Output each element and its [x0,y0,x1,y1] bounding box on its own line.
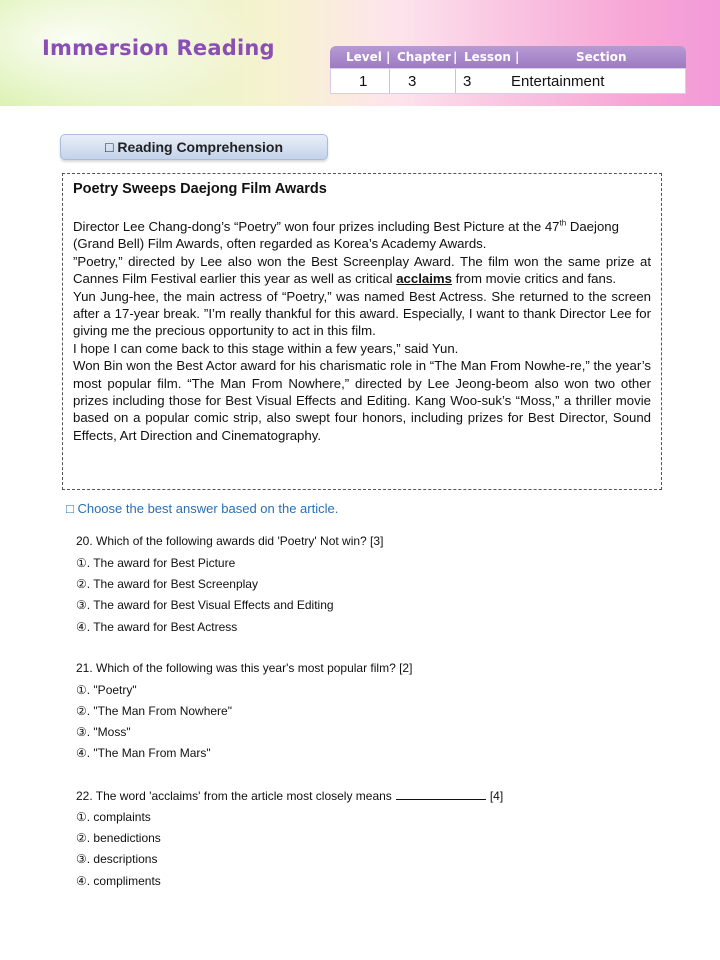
level-value: 1 [359,73,368,90]
answer-blank [396,789,486,800]
article-title: Poetry Sweeps Daejong Film Awards [73,181,327,197]
lesson-header: Lesson [464,50,511,64]
answer-option[interactable]: ②. "The Man From Nowhere" [76,704,232,718]
lesson-info-values [330,68,686,94]
reading-comprehension-tab[interactable] [60,134,328,160]
answer-option[interactable]: ②. benedictions [76,831,161,845]
answer-option[interactable]: ②. The award for Best Screenplay [76,577,258,591]
question-stem: 21. Which of the following was this year's most popular film? [2] [76,661,413,675]
instructions: □ Choose the best answer based on the article. [66,501,339,516]
answer-option[interactable]: ①. The award for Best Picture [76,556,236,570]
question-stem: 20. Which of the following awards did 'Poetry' Not win? [3] [76,534,384,548]
keyword-acclaims: acclaims [396,271,452,287]
question-stem: 22. The word 'acclaims' from the article most closely means [4] [76,789,504,803]
article-paragraph: Won Bin won the Best Actor award for his charismatic role in “The Man From Nowhe-re,” the year’s most popular film. “The Man From Nowhere,” directed by Lee Jeong-beom also won two other prizes including those for Best Visual Effects and Editing. Kang Woo-suk’s “Moss,” a thriller movie based on a popular comic strip, also swept four honors, including prizes for Best Director, Sound Effects, Art Direction and Cinematography. [73,358,651,443]
lesson-value: 3 [463,73,472,90]
answer-option[interactable]: ①. complaints [76,810,151,824]
answer-option[interactable]: ④. compliments [76,874,161,888]
chapter-value: 3 [408,73,417,90]
article-paragraph: I hope I can come back to this stage within a few years,” said Yun. [73,340,459,356]
lesson-info-table [330,46,686,94]
article-paragraph: Yun Jung-hee, the main actress of “Poetry,” was named Best Actress. She returned to the screen after a 17-year break. ”I’m really thankful for this award. Especially, I want to thank Director Lee for giving me the precious opportunity to act in this film. [73,288,651,339]
section-value: Entertainment [511,73,605,90]
app-title: Immersion Reading [42,36,275,60]
answer-option[interactable]: ③. descriptions [76,852,158,866]
header-banner [0,0,720,106]
answer-option[interactable]: ①. "Poetry" [76,683,137,697]
article-paragraph: ”Poetry,” directed by Lee also won the Best Screenplay Award. The film won the same prize at Cannes Film Festival earlier this year as well as critical acclaims from movie critics and fans. [73,253,651,287]
reading-comprehension-label: □ Reading Comprehension [104,139,284,155]
answer-option[interactable]: ③. The award for Best Visual Effects and Editing [76,598,334,612]
article-paragraph: Director Lee Chang-dong’s “Poetry” won four prizes including Best Picture at the 47th Daejong (Grand Bell) Film Awards, often regarded as Korea’s Academy Awards. [73,218,619,252]
answer-option[interactable]: ④. "The Man From Mars" [76,746,211,760]
answer-option[interactable]: ③. "Moss" [76,725,131,739]
lesson-info-header: Level | Chapter | Lesson | Section [330,46,686,68]
level-header: Level [346,50,382,64]
answer-option[interactable]: ④. The award for Best Actress [76,620,238,634]
article-body [73,218,651,444]
section-header: Section [576,50,627,64]
chapter-header: Chapter [397,50,451,64]
article-box [62,173,662,490]
